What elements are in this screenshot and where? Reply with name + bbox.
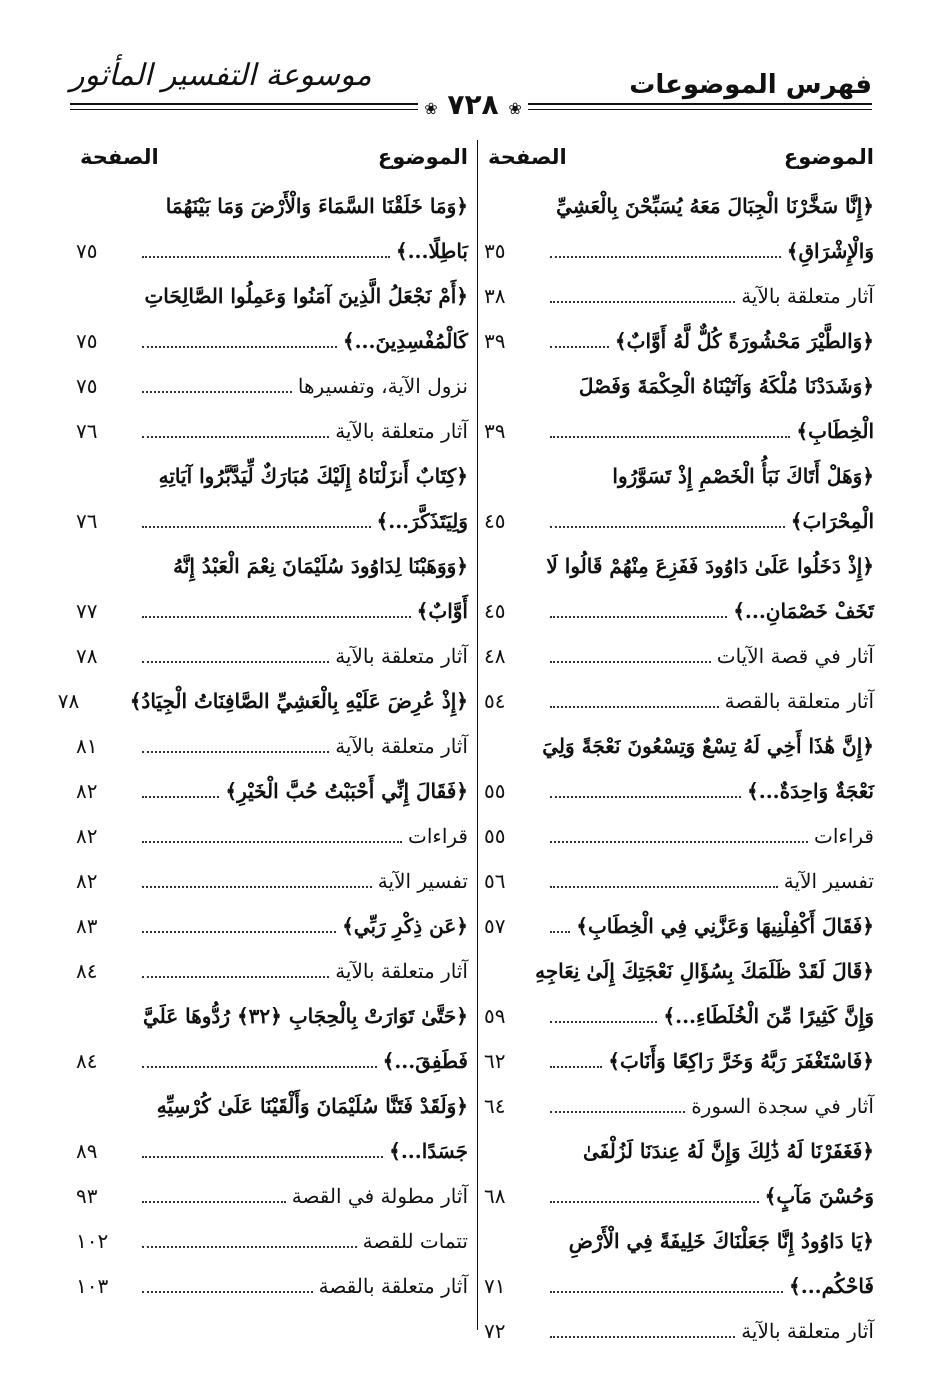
entry-text: ﴿إِنَّ هَٰذَا أَخِي لَهُ تِسْعٌ وَتِسْعُونَ نَعْجَةً وَلِيَ — [542, 734, 874, 758]
toc-entry — [72, 184, 468, 274]
entry-text: نزول الآية، وتفسيرها — [297, 374, 468, 398]
toc-entry — [480, 319, 874, 364]
dot-leader — [142, 886, 372, 888]
toc-entry — [480, 904, 874, 949]
entry-page-number[interactable]: ٥٧ — [484, 914, 506, 938]
toc-entry — [480, 364, 874, 454]
entry-page-number[interactable]: ٧٥ — [76, 239, 98, 263]
entry-text: ﴿إِذْ عُرِضَ عَلَيْهِ بِالْعَشِيِّ الصَّافِنَاتُ الْجِيَادُ﴾ — [129, 689, 468, 713]
dot-leader — [550, 616, 727, 618]
entry-text: فَاحْكُم...﴾ — [789, 1274, 874, 1298]
page-header: الصفحة — [80, 145, 159, 169]
toc-entry — [72, 454, 468, 544]
entry-page-number[interactable]: ٧٦ — [76, 419, 98, 443]
toc-entry — [480, 949, 874, 1039]
entry-page-number[interactable]: ٨٤ — [76, 1049, 98, 1073]
dot-leader — [142, 526, 371, 528]
dot-leader — [142, 1156, 383, 1158]
entry-page-number[interactable]: ٧٢ — [484, 1319, 506, 1343]
toc-entry — [72, 1219, 468, 1264]
dot-leader — [550, 1066, 602, 1068]
dot-leader — [550, 706, 719, 708]
entry-page-number[interactable]: ٤٥ — [484, 599, 506, 623]
entry-page-number[interactable]: ٩٣ — [76, 1184, 98, 1208]
entry-text: ﴿حَتَّىٰ تَوَارَتْ بِالْحِجَابِ ﴿٣٢﴾ رُدُّوهَا عَلَيَّ — [142, 1004, 468, 1028]
header-rule-left — [70, 103, 418, 105]
entry-page-number[interactable]: ٥٥ — [484, 824, 506, 848]
entry-line — [72, 1174, 468, 1219]
entry-line — [480, 904, 874, 949]
entry-page-number[interactable]: ٣٨ — [484, 284, 506, 308]
entry-text: وَالْإِشْرَاقِ﴾ — [786, 239, 874, 263]
dot-leader — [142, 841, 402, 843]
toc-entry — [72, 634, 468, 679]
entry-page-number[interactable]: ٧١ — [484, 1274, 506, 1298]
entry-text: الْخِطَابِ﴾ — [796, 419, 874, 443]
toc-entry — [72, 1264, 468, 1309]
toc-entry — [72, 274, 468, 364]
dot-leader — [550, 1021, 657, 1023]
entry-text: ﴿وَشَدَدْنَا مُلْكَهُ وَآتَيْنَاهُ الْحِكْمَةَ وَفَصْلَ — [578, 374, 874, 398]
toc-entry — [480, 1219, 874, 1309]
entry-line — [72, 454, 468, 499]
entry-line — [480, 274, 874, 319]
dot-leader — [550, 436, 790, 438]
entry-line — [72, 1219, 468, 1264]
right-column — [480, 140, 874, 1354]
entry-line — [57, 679, 468, 724]
entry-line — [480, 814, 874, 859]
entry-line — [480, 589, 874, 634]
section-title: فهرس الموضوعات — [629, 70, 872, 100]
entry-text: وَإِنَّ كَثِيرًا مِّنَ الْخُلَطَاءِ...﴾ — [663, 1004, 874, 1028]
entry-text: آثار متعلقة بالآية — [335, 734, 468, 758]
dot-leader — [550, 526, 785, 528]
ornament-icon: ❀ — [508, 99, 522, 118]
entry-text: آثار متعلقة بالآية — [741, 284, 874, 308]
toc-entry — [480, 274, 874, 319]
entry-page-number[interactable]: ٥٩ — [484, 1004, 506, 1028]
entry-page-number[interactable]: ٨١ — [76, 734, 98, 758]
entry-page-number[interactable]: ٧٧ — [76, 599, 98, 623]
entry-text: قراءات — [814, 824, 874, 848]
entry-text: ﴿فَقَالَ إِنِّي أَحْبَبْتُ حُبَّ الْخَيْرِ﴾ — [225, 779, 468, 803]
toc-entry — [480, 1309, 874, 1354]
entry-page-number[interactable]: ٨٣ — [76, 914, 98, 938]
toc-entry — [72, 814, 468, 859]
entry-line — [72, 1084, 468, 1129]
entry-page-number[interactable]: ٥٥ — [484, 779, 506, 803]
column-header — [72, 140, 468, 174]
entry-line — [480, 499, 874, 544]
entry-line — [480, 454, 874, 499]
entry-page-number[interactable]: ٦٤ — [484, 1094, 506, 1118]
entry-text: ﴿وَمَا خَلَقْنَا السَّمَاءَ وَالْأَرْضَ وَمَا بَيْنَهُمَا — [165, 194, 468, 218]
dot-leader — [550, 1201, 759, 1203]
entry-line — [72, 1264, 468, 1309]
entry-line — [480, 319, 874, 364]
entry-text: ﴿قَالَ لَقَدْ ظَلَمَكَ بِسُؤَالِ نَعْجَتِكَ إِلَىٰ نِعَاجِهِ — [535, 959, 874, 983]
dot-leader — [142, 931, 336, 933]
entry-line — [480, 769, 874, 814]
entry-line — [480, 1129, 874, 1174]
entry-page-number[interactable]: ١٠٢ — [76, 1229, 109, 1253]
entry-line — [72, 319, 468, 364]
entry-text: تتمات للقصة — [362, 1229, 468, 1253]
toc-entry — [72, 859, 468, 904]
entry-page-number[interactable]: ١٠٣ — [76, 1274, 109, 1298]
dot-leader — [142, 976, 329, 978]
entry-line — [480, 1174, 874, 1219]
dot-leader — [550, 796, 741, 798]
toc-entry — [72, 544, 468, 634]
entry-line — [72, 994, 468, 1039]
dot-leader — [142, 1291, 313, 1293]
entry-line — [72, 814, 468, 859]
entry-line — [72, 544, 468, 589]
entry-text: ﴿إِنَّا سَخَّرْنَا الْجِبَالَ مَعَهُ يُسَبِّحْنَ بِالْعَشِيِّ — [556, 194, 874, 218]
entry-text: تفسير الآية — [377, 869, 468, 893]
toc-entry — [480, 184, 874, 274]
entry-page-number[interactable]: ٥٦ — [484, 869, 506, 893]
toc-entry — [72, 364, 468, 409]
entry-page-number[interactable]: ٣٩ — [484, 329, 506, 353]
entry-line — [480, 1084, 874, 1129]
dot-leader — [550, 841, 808, 843]
book-title: موسوعة التفسير المأثور — [70, 58, 372, 93]
entry-text: ﴿وَوَهَبْنَا لِدَاوُودَ سُلَيْمَانَ نِعْمَ الْعَبْدُ إِنَّهُ — [173, 554, 468, 578]
toc-entry — [480, 814, 874, 859]
toc-entry — [480, 1084, 874, 1129]
entry-text: آثار في قصة الآيات — [716, 644, 874, 668]
page-number: ٧٢٨ — [447, 88, 499, 121]
entry-text: بَاطِلًا...﴾ — [395, 239, 468, 263]
entry-text: آثار متعلقة بالآية — [335, 419, 468, 443]
left-column — [57, 140, 468, 1309]
entry-text: آثار متعلقة بالآية — [335, 959, 468, 983]
entry-page-number[interactable]: ٧٦ — [76, 509, 98, 533]
toc-entries — [480, 184, 874, 1354]
dot-leader — [142, 1066, 377, 1068]
dot-leader — [142, 796, 219, 798]
toc-entry — [480, 544, 874, 634]
dot-leader — [142, 661, 329, 663]
entry-line — [72, 724, 468, 769]
entry-line — [480, 1264, 874, 1309]
entry-line — [480, 184, 874, 229]
toc-entry — [480, 1039, 874, 1084]
entry-line — [72, 904, 468, 949]
entry-line — [72, 589, 468, 634]
entry-text: ﴿فَقَالَ أَكْفِلْنِيهَا وَعَزَّنِي فِي الْخِطَابِ﴾ — [576, 914, 874, 938]
entry-page-number[interactable]: ٨٢ — [76, 824, 98, 848]
entry-text: ﴿أَمْ نَجْعَلُ الَّذِينَ آمَنُوا وَعَمِلُوا الصَّالِحَاتِ — [144, 284, 468, 308]
page-header: الصفحة — [488, 145, 567, 169]
entry-page-number[interactable]: ٤٨ — [484, 644, 506, 668]
entry-line — [480, 1219, 874, 1264]
entry-page-number[interactable]: ٦٢ — [484, 1049, 506, 1073]
toc-entry — [72, 1174, 468, 1219]
entry-text: فَطَفِقَ...﴾ — [382, 1049, 468, 1073]
entry-line — [480, 544, 874, 589]
entry-text: ﴿فَاسْتَغْفَرَ رَبَّهُ وَخَرَّ رَاكِعًا وَأَنَابَ﴾ — [608, 1049, 874, 1073]
entry-page-number[interactable]: ٧٥ — [76, 329, 98, 353]
column-header — [480, 140, 874, 174]
entry-text: آثار متعلقة بالآية — [335, 644, 468, 668]
dot-leader — [550, 1291, 783, 1293]
dot-leader — [142, 1246, 357, 1248]
toc-entry — [72, 904, 468, 949]
entry-text: الْمِحْرَابَ﴾ — [790, 509, 874, 533]
entry-text: آثار متعلقة بالقصة — [724, 689, 874, 713]
dot-leader — [142, 436, 329, 438]
entry-text: كَالْمُفْسِدِينَ...﴾ — [342, 329, 468, 353]
dot-leader — [550, 1336, 735, 1338]
toc-entry — [480, 634, 874, 679]
dot-leader — [142, 256, 390, 258]
dot-leader — [550, 886, 778, 888]
entry-line — [72, 409, 468, 454]
entry-text: آثار متعلقة بالقصة — [318, 1274, 468, 1298]
entry-line — [480, 724, 874, 769]
entry-page-number[interactable]: ٧٨ — [57, 689, 80, 713]
toc-entry — [480, 1129, 874, 1219]
dot-leader — [550, 301, 735, 303]
ornament-icon: ❀ — [424, 99, 438, 118]
entry-line — [480, 679, 874, 724]
entry-page-number[interactable]: ٧٥ — [76, 374, 98, 398]
toc-entry — [480, 679, 874, 724]
entry-line — [72, 274, 468, 319]
entry-text: وَحُسْنَ مَآبٍ﴾ — [764, 1184, 874, 1208]
entry-text: ﴿وَلَقَدْ فَتَنَّا سُلَيْمَانَ وَأَلْقَيْنَا عَلَىٰ كُرْسِيِّهِ — [156, 1094, 468, 1118]
entry-page-number[interactable]: ٣٥ — [484, 239, 506, 263]
header-rule-right-thin — [528, 109, 872, 110]
topic-header: الموضوع — [783, 145, 874, 169]
entry-text: تَخَفْ خَصْمَانِ...﴾ — [733, 599, 874, 623]
entry-page-number[interactable]: ٣٩ — [484, 419, 506, 443]
entry-line — [480, 859, 874, 904]
entry-text: ﴿إِذْ دَخَلُوا عَلَىٰ دَاوُودَ فَفَزِعَ مِنْهُمْ قَالُوا لَا — [546, 554, 874, 578]
header-rule-left-thin — [70, 109, 418, 110]
toc-entry — [72, 724, 468, 769]
entry-line — [72, 769, 468, 814]
entry-line — [480, 364, 874, 409]
entry-text: أَوَّابٌ﴾ — [416, 599, 468, 623]
entry-page-number[interactable]: ٨٩ — [76, 1139, 98, 1163]
entry-text: آثار في سجدة السورة — [691, 1094, 874, 1118]
dot-leader — [550, 346, 609, 348]
entry-page-number[interactable]: ٨٢ — [76, 779, 98, 803]
entry-text: آثار مطولة في القصة — [291, 1184, 468, 1208]
toc-entry — [480, 454, 874, 544]
header-rule-right — [528, 103, 872, 105]
entry-page-number[interactable]: ٦٨ — [484, 1184, 506, 1208]
entry-text: ﴿يَا دَاوُودُ إِنَّا جَعَلْنَاكَ خَلِيفَةً فِي الْأَرْضِ — [568, 1229, 874, 1253]
dot-leader — [550, 1111, 685, 1113]
entry-line — [72, 364, 468, 409]
dot-leader — [550, 661, 711, 663]
column-divider — [477, 140, 478, 1330]
entry-line — [72, 1129, 468, 1174]
dot-leader — [550, 256, 781, 258]
entry-line — [72, 499, 468, 544]
entry-text: جَسَدًا...﴾ — [389, 1139, 468, 1163]
entry-text: آثار متعلقة بالآية — [741, 1319, 874, 1343]
page-number-block — [418, 88, 528, 121]
entry-line — [480, 409, 874, 454]
entry-line — [72, 229, 468, 274]
entry-line — [480, 949, 874, 994]
entry-page-number[interactable]: ٥٤ — [484, 689, 506, 713]
entry-page-number[interactable]: ٤٥ — [484, 509, 506, 533]
toc-entry — [72, 409, 468, 454]
entry-page-number[interactable]: ٨٤ — [76, 959, 98, 983]
entry-text: وَلِيَتَذَكَّرَ...﴾ — [376, 509, 468, 533]
entry-line — [480, 1039, 874, 1084]
entry-line — [480, 634, 874, 679]
dot-leader — [142, 751, 329, 753]
dot-leader — [142, 391, 292, 393]
toc-entry — [72, 994, 468, 1084]
toc-entry — [57, 679, 468, 724]
topic-header: الموضوع — [377, 145, 468, 169]
entry-line — [72, 1039, 468, 1084]
toc-entry — [72, 769, 468, 814]
toc-entries — [57, 184, 468, 1309]
dot-leader — [142, 346, 337, 348]
entry-text: قراءات — [408, 824, 468, 848]
toc-entry — [480, 859, 874, 904]
entry-text: ﴿وَالطَّيْرَ مَحْشُورَةً كُلٌّ لَّهُ أَوَّابٌ﴾ — [614, 329, 874, 353]
entry-page-number[interactable]: ٧٨ — [76, 644, 98, 668]
entry-text: ﴿وَهَلْ أَتَاكَ نَبَأُ الْخَصْمِ إِذْ تَسَوَّرُوا — [612, 464, 874, 488]
entry-text: ﴿عَن ذِكْرِ رَبِّي﴾ — [342, 914, 468, 938]
entry-text: ﴿فَغَفَرْنَا لَهُ ذَٰلِكَ وَإِنَّ لَهُ عِندَنَا لَزُلْفَىٰ — [582, 1139, 874, 1163]
entry-line — [72, 184, 468, 229]
entry-line — [480, 1309, 874, 1354]
toc-entry — [72, 949, 468, 994]
entry-text: تفسير الآية — [783, 869, 874, 893]
dot-leader — [550, 931, 570, 933]
entry-text: ﴿كِتَابٌ أَنزَلْنَاهُ إِلَيْكَ مُبَارَكٌ لِّيَدَّبَّرُوا آيَاتِهِ — [158, 464, 468, 488]
entry-text: نَعْجَةٌ وَاحِدَةٌ...﴾ — [747, 779, 874, 803]
toc-entry — [72, 1084, 468, 1174]
dot-leader — [142, 616, 411, 618]
toc-entry — [480, 724, 874, 814]
dot-leader — [142, 1201, 286, 1203]
entry-line — [480, 229, 874, 274]
entry-line — [480, 994, 874, 1039]
entry-line — [72, 859, 468, 904]
entry-line — [72, 634, 468, 679]
entry-line — [72, 949, 468, 994]
entry-page-number[interactable]: ٨٢ — [76, 869, 98, 893]
